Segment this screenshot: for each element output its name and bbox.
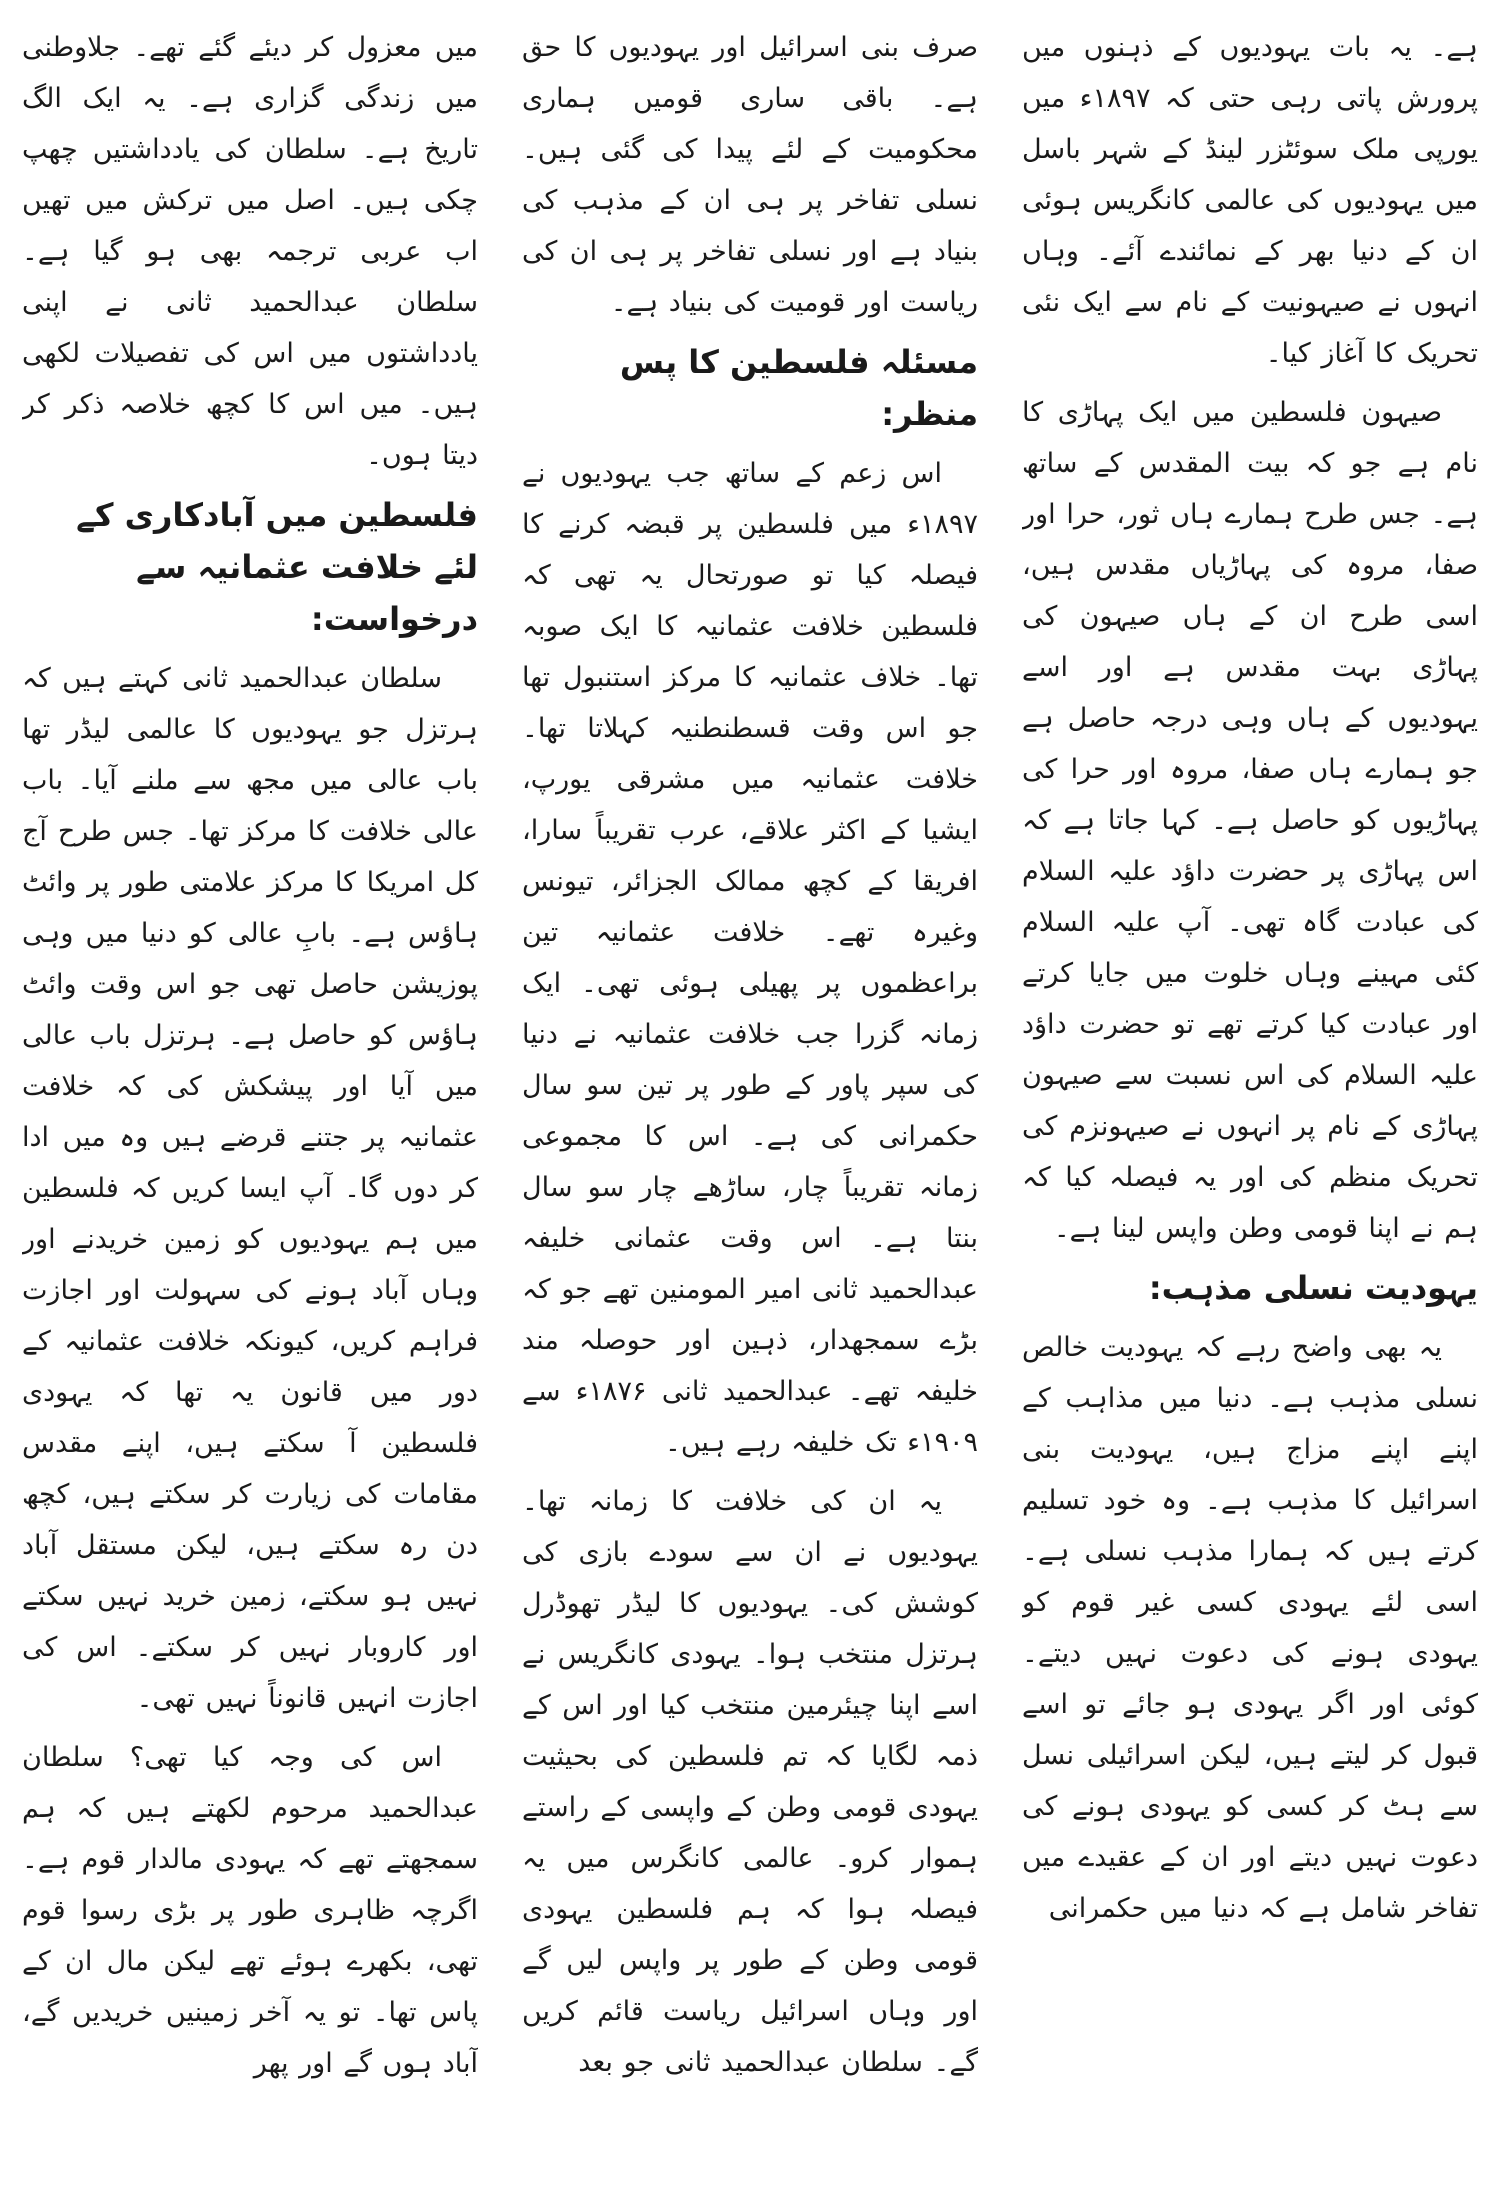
column-gutter	[978, 22, 1022, 2182]
newspaper-page	[22, 22, 1478, 2182]
section-heading: فلسطین میں آبادکاری کے لئے خلافت عثمانیہ سے درخواست:	[76, 496, 478, 638]
section-heading: یہودیت نسلی مذہب:	[1148, 1269, 1478, 1307]
article-column-middle	[522, 22, 978, 2182]
column-gutter	[478, 22, 522, 2182]
body-paragraph: صرف بنی اسرائیل اور یہودیوں کا حق ہے۔ باقی ساری قومیں ہماری محکومیت کے لئے پیدا کی گئی ہیں۔ نسلی تفاخر پر ہی ان کے مذہب کی بنیاد ہے اور نسلی تفاخر پر ہی ان کی ریاست اور قومیت کی بنیاد ہے۔	[522, 32, 978, 318]
body-paragraph: میں معزول کر دیئے گئے تھے۔ جلاوطنی میں زندگی گزاری ہے۔ یہ ایک الگ تاریخ ہے۔ سلطان کی یادداشتیں چھپ چکی ہیں۔ اصل میں ترکش میں تھیں اب عربی ترجمہ بھی ہو گیا ہے۔ سلطان عبدالحمید ثانی نے اپنی یادداشتوں میں اس کی تفصیلات لکھی ہیں۔ میں اس کا کچھ خلاصہ ذکر کر دیتا ہوں۔	[22, 32, 478, 471]
body-paragraph: صیہون فلسطین میں ایک پہاڑی کا نام ہے جو کہ بیت المقدس کے ساتھ ہے۔ جس طرح ہمارے ہاں ثور، حرا اور صفا، مروہ کی پہاڑیاں مقدس ہیں، اسی طرح ان کے ہاں صیہون کی پہاڑی بہت مقدس ہے اور اسے یہودیوں کے ہاں وہی درجہ حاصل ہے جو ہمارے ہاں صفا، مروہ اور حرا کی پہاڑیوں کو حاصل ہے۔ کہا جاتا ہے کہ اس پہاڑی پر حضرت داؤد علیہ السلام کی عبادت گاہ تھی۔ آپ علیہ السلام کئی مہینے وہاں خلوت میں جایا کرتے اور عبادت کیا کرتے تھے تو حضرت داؤد علیہ السلام کی اس نسبت سے صیہون پہاڑی کے نام پر انہوں نے صیہونزم کی تحریک منظم کی اور یہ فیصلہ کیا کہ ہم نے اپنا قومی وطن واپس لینا ہے۔	[1022, 397, 1478, 1244]
body-paragraph: اس کی وجہ کیا تھی؟ سلطان عبدالحمید مرحوم لکھتے ہیں کہ ہم سمجھتے تھے کہ یہودی مالدار قوم ہے۔ اگرچہ ظاہری طور پر بڑی رسوا قوم تھی، بکھرے ہوئے تھے لیکن مال ان کے پاس تھا۔ تو یہ آخر زمینیں خریدیں گے، آباد ہوں گے اور پھر	[22, 1742, 478, 2079]
section-heading: مسئلہ فلسطین کا پس منظر:	[619, 343, 978, 433]
article-column-left	[22, 22, 478, 2182]
body-paragraph: یہ ان کی خلافت کا زمانہ تھا۔ یہودیوں نے ان سے سودے بازی کی کوشش کی۔ یہودیوں کا لیڈر تھوڈرل ہرتزل منتخب ہوا۔ یہودی کانگریس نے اسے اپنا چیئرمین منتخب کیا اور اس کے ذمہ لگایا کہ تم فلسطین کی بحیثیت یہودی قومی وطن کے واپسی کے راستے ہموار کرو۔ عالمی کانگرس میں یہ فیصلہ ہوا کہ ہم فلسطین یہودی قومی وطن کے طور پر واپس لیں گے اور وہاں اسرائیل ریاست قائم کریں گے۔ سلطان عبدالحمید ثانی جو بعد	[522, 1486, 978, 2078]
body-paragraph: ہے۔ یہ بات یہودیوں کے ذہنوں میں پرورش پاتی رہی حتی کہ ۱۸۹۷ء میں یورپی ملک سوئٹزر لینڈ کے شہر باسل میں یہودیوں کی عالمی کانگریس ہوئی ان کے دنیا بھر کے نمائندے آئے۔ وہاں انہوں نے صیہونیت کے نام سے ایک نئی تحریک کا آغاز کیا۔	[1022, 32, 1478, 369]
body-paragraph: اس زعم کے ساتھ جب یہودیوں نے ۱۸۹۷ء میں فلسطین پر قبضہ کرنے کا فیصلہ کیا تو صورتحال یہ تھی کہ فلسطین خلافت عثمانیہ کا ایک صوبہ تھا۔ خلاف عثمانیہ کا مرکز استنبول تھا جو اس وقت قسطنطنیہ کہلاتا تھا۔ خلافت عثمانیہ میں مشرقی یورپ، ایشیا کے اکثر علاقے، عرب تقریباً سارا، افریقا کے کچھ ممالک الجزائر، تیونس وغیرہ تھے۔ خلافت عثمانیہ تین براعظموں پر پھیلی ہوئی تھی۔ ایک زمانہ گزرا جب خلافت عثمانیہ نے دنیا کی سپر پاور کے طور پر تین سو سال حکمرانی کی ہے۔ اس کا مجموعی زمانہ تقریباً چار، ساڑھے چار سو سال بنتا ہے۔ اس وقت عثمانی خلیفہ عبدالحمید ثانی امیر المومنین تھے جو کہ بڑے سمجھدار، ذہین اور حوصلہ مند خلیفہ تھے۔ عبدالحمید ثانی ۱۸۷۶ء سے ۱۹۰۹ء تک خلیفہ رہے ہیں۔	[522, 458, 978, 1458]
body-paragraph: سلطان عبدالحمید ثانی کہتے ہیں کہ ہرتزل جو یہودیوں کا عالمی لیڈر تھا باب عالی میں مجھ سے ملنے آیا۔ باب عالی خلافت کا مرکز تھا۔ جس طرح آج کل امریکا کا مرکز علامتی طور پر وائٹ ہاؤس ہے۔ بابِ عالی کو دنیا میں وہی پوزیشن حاصل تھی جو اس وقت وائٹ ہاؤس کو حاصل ہے۔ ہرتزل باب عالی میں آیا اور پیشکش کی کہ خلافت عثمانیہ پر جتنے قرضے ہیں وہ میں ادا کر دوں گا۔ آپ ایسا کریں کہ فلسطین میں ہم یہودیوں کو زمین خریدنے اور وہاں آباد ہونے کی سہولت اور اجازت فراہم کریں، کیونکہ خلافت عثمانیہ کے دور میں قانون یہ تھا کہ یہودی فلسطین آ سکتے ہیں، اپنے مقدس مقامات کی زیارت کر سکتے ہیں، کچھ دن رہ سکتے ہیں، لیکن مستقل آباد نہیں ہو سکتے، زمین خرید نہیں سکتے اور کاروبار نہیں کر سکتے۔ اس کی اجازت انہیں قانوناً نہیں تھی۔	[22, 663, 478, 1714]
article-column-right	[1022, 22, 1478, 2182]
body-paragraph: یہ بھی واضح رہے کہ یہودیت خالص نسلی مذہب ہے۔ دنیا میں مذاہب کے اپنے اپنے مزاج ہیں، یہودیت بنی اسرائیل کا مذہب ہے۔ وہ خود تسلیم کرتے ہیں کہ ہمارا مذہب نسلی ہے۔ اسی لئے یہودی کسی غیر قوم کو یہودی ہونے کی دعوت نہیں دیتے۔ کوئی اور اگر یہودی ہو جائے تو اسے قبول کر لیتے ہیں، لیکن اسرائیلی نسل سے ہٹ کر کسی کو یہودی ہونے کی دعوت نہیں دیتے اور ان کے عقیدے میں تفاخر شامل ہے کہ دنیا میں حکمرانی	[1022, 1332, 1478, 1924]
